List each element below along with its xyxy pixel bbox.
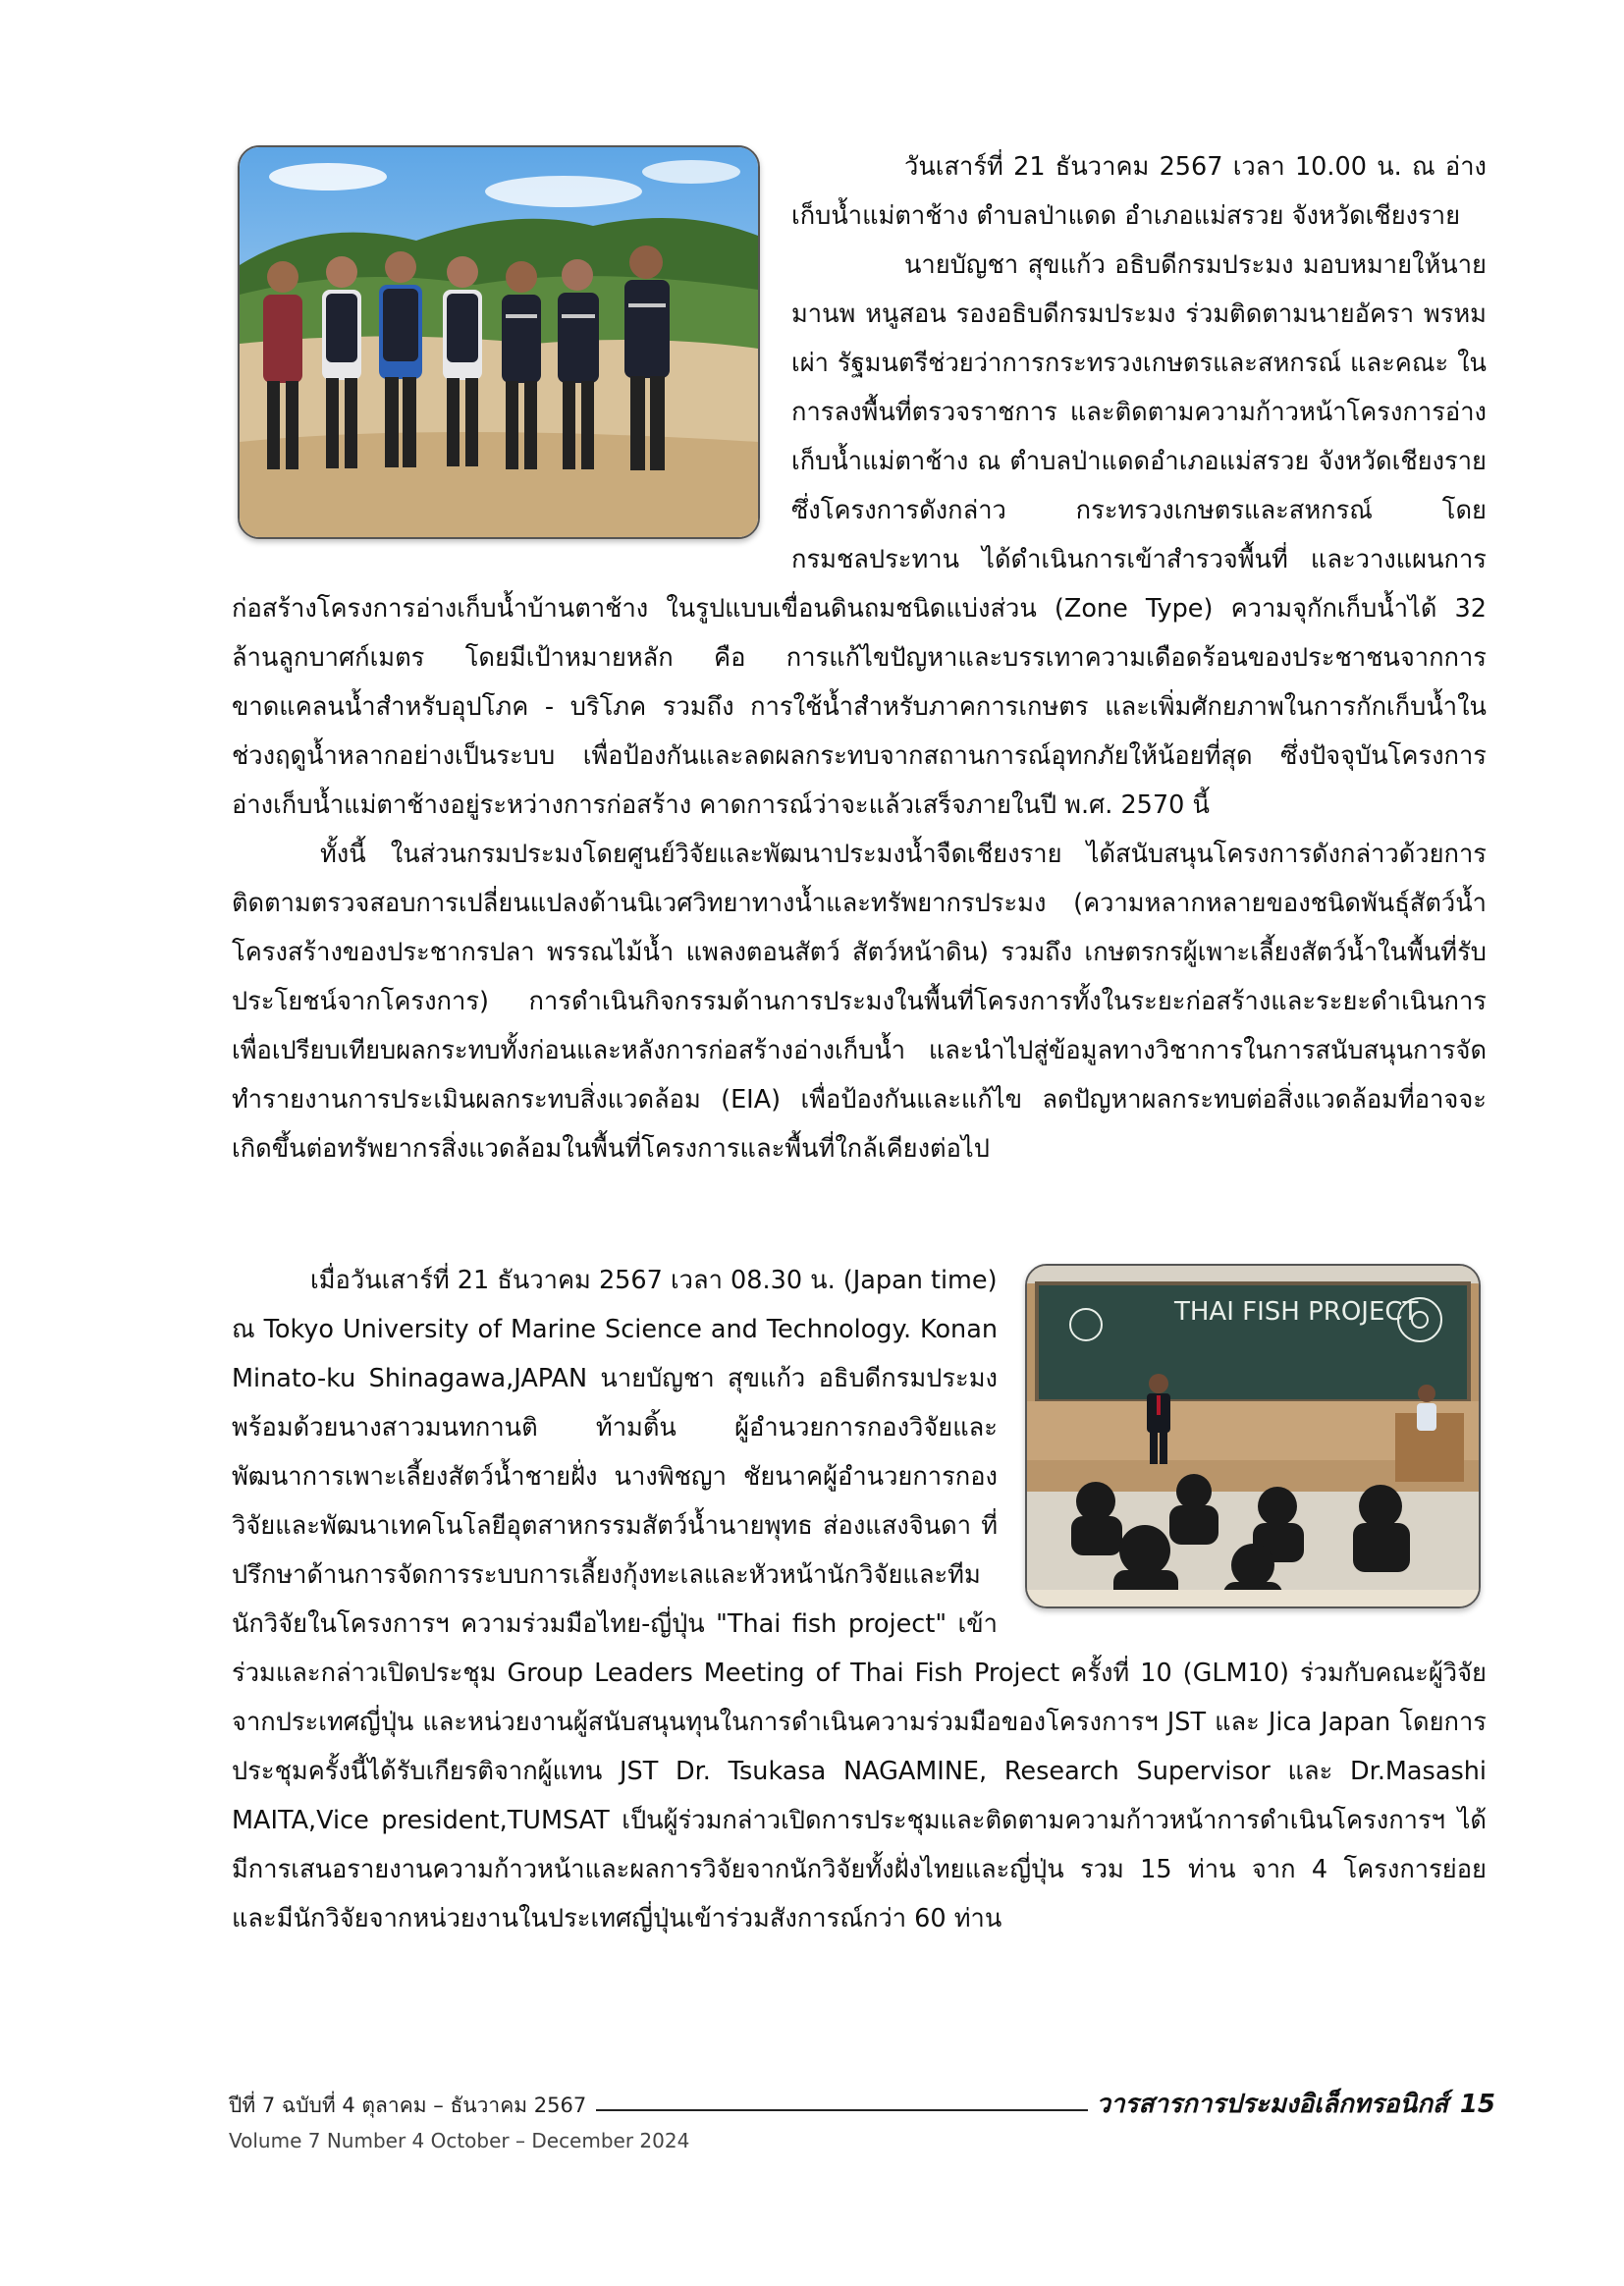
footer-top-row — [229, 2084, 1495, 2119]
footer-issue-thai: ปีที่ 7 ฉบับที่ 4 ตุลาคม – ธันวาคม 2567 — [229, 2094, 587, 2117]
article-thai-fish-project — [232, 1256, 1487, 1943]
site-visit-illustration — [240, 147, 758, 537]
footer-divider — [596, 2109, 1088, 2111]
page-number: 15 — [1459, 2090, 1495, 2119]
blackboard-text: THAI FISH PROJECT — [1174, 1297, 1419, 1327]
page-footer — [229, 2084, 1495, 2152]
photo-meeting-tokyo — [1025, 1264, 1481, 1608]
article-reservoir-visit — [232, 142, 1487, 1173]
footer-volume-english: Volume 7 Number 4 October – December 2024 — [229, 2129, 690, 2152]
journal-title: วารสารการประมงอิเล็กทรอนิกส์ — [1096, 2090, 1448, 2119]
article2-body: ณ Tokyo University of Marine Science and Technology. Konan Minato-ku Shinagawa,JAPAN นายบัญชา สุขแก้ว อธิบดีกรมประมง พร้อมด้วยนางสาวมนทกานติ ท้ามติ้น ผู้อำนวยการกองวิจัยและพัฒนาการเพาะเลี้ยงสัตว์น้ำชายฝั่ง นางพิชญา ชัยนาคผู้อำนวยการกองวิจัยและพัฒนาเทคโนโลยีอุตสาหกรรมสัตว์น้ำนายพุทธ ส่องแสงจินดา ที่ปรึกษาด้านการจัดการระบบการเลี้ยงกุ้งทะเลและหัวหน้านักวิจัยและทีมนักวิจัยในโครงการฯ ความร่วมมือไทย-ญี่ปุ่น "Thai fish project" เข้าร่วมและกล่าวเปิดประชุม Group Leaders Meeting of Thai Fish Project ครั้งที่ 10 (GLM10) ร่วมกับคณะผู้วิจัยจากประเทศญี่ปุ่น และหน่วยงานผู้สนับสนุนทุนในการดำเนินความร่วมมือของโครงการฯ JST และ Jica Japan โดยการประชุมครั้งนี้ได้รับเกียรติจากผู้แทน JST Dr. Tsukasa NAGAMINE, Research Supervisor และ Dr.Masashi MAITA,Vice president,TUMSAT เป็นผู้ร่วมกล่าวเปิดการประชุมและติดตามความก้าวหน้าการดำเนินโครงการฯ ได้มีการเสนอรายงานความก้าวหน้าและผลการวิจัยจากนักวิจัยทั้งฝั่งไทยและญี่ปุ่น รวม 15 ท่าน จาก 4 โครงการย่อย และมีนักวิจัยจากหน่วยงานในประเทศญี่ปุ่นเข้าร่วมสังการณ์กว่า 60 ท่าน — [232, 1315, 1487, 1933]
page-content — [232, 142, 1487, 1943]
article1-support: ทั้งนี้ ในส่วนกรมประมงโดยศูนย์วิจัยและพัฒนาประมงน้ำจืดเชียงราย ได้สนับสนุนโครงการดังกล่าวด้วยการติดตามตรวจสอบการเปลี่ยนแปลงด้านนิเวศวิทยาทางน้ำและทรัพยากรประมง (ความหลากหลายของชนิดพันธุ์สัตว์น้ำ โครงสร้างของประชากรปลา พรรณไม้น้ำ แพลงตอนสัตว์ สัตว์หน้าดิน) รวมถึง เกษตรกรผู้เพาะเลี้ยงสัตว์น้ำในพื้นที่รับประโยชน์จากโครงการ) การดำเนินกิจกรรมด้านการประมงในพื้นที่โครงการทั้งในระยะก่อสร้างและระยะดำเนินการ เพื่อเปรียบเทียบผลกระทบทั้งก่อนและหลังการก่อสร้างอ่างเก็บน้ำ และนำไปสู่ข้อมูลทางวิชาการในการสนับสนุนการจัดทำรายงานการประเมินผลกระทบสิ่งแวดล้อม (EIA) เพื่อป้องกันและแก้ไข ลดปัญหาผลกระทบต่อสิ่งแวดล้อมที่อาจจะเกิดขึ้นต่อทรัพยากรสิ่งแวดล้อมในพื้นที่โครงการและพื้นที่ใกล้เคียงต่อไป — [232, 840, 1487, 1164]
photo-site-visit-group — [238, 145, 760, 539]
article1-body: นายบัญชา สุขแก้ว อธิบดีกรมประมง มอบหมายให้นายมานพ หนูสอน รองอธิบดีกรมประมง ร่วมติดตามนายอัครา พรหมเผ่า รัฐมนตรีช่วยว่าการกระทรวงเกษตรและสหกรณ์ และคณะ ในการลงพื้นที่ตรวจราชการ และติดตามความก้าวหน้าโครงการอ่างเก็บน้ำแม่ตาช้าง ณ ตำบลป่าแดดอำเภอแม่สรวย จังหวัดเชียงรายซึ่งโครงการดังกล่าว กระทรวงเกษตรและสหกรณ์ โดย กรมชลประทาน ได้ดำเนินการเข้าสำรวจพื้นที่ และวางแผนการก่อสร้างโครงการอ่างเก็บน้ำบ้านตาช้าง ในรูปแบบเขื่อนดินถมชนิดแบ่งส่วน (Zone Type) ความจุกักเก็บน้ำได้ 32 ล้านลูกบาศก์เมตร โดยมีเป้าหมายหลัก คือ การแก้ไขปัญหาและบรรเทาความเดือดร้อนของประชาชนจากการขาดแคลนน้ำสำหรับอุปโภค - บริโภค รวมถึง การใช้น้ำสำหรับภาคการเกษตร และเพิ่มศักยภาพในการกักเก็บน้ำในช่วงฤดูน้ำหลากอย่างเป็นระบบ เพื่อป้องกันและลดผลกระทบจากสถานการณ์อุทกภัยให้น้อยที่สุด ซึ่งปัจจุบันโครงการอ่างเก็บน้ำแม่ตาช้างอยู่ระหว่างการก่อสร้าง คาดการณ์ว่าจะแล้วเสร็จภายในปี พ.ศ. 2570 นี้ — [232, 250, 1487, 820]
article2-dateline: เมื่อวันเสาร์ที่ 21 ธันวาคม 2567 เวลา 08.30 น. (Japan time) — [310, 1266, 998, 1295]
article1-dateline: วันเสาร์ที่ 21 ธันวาคม 2567 เวลา 10.00 น. ณ อ่างเก็บน้ำแม่ตาช้าง ตำบลป่าแดด อำเภอแม่สรวย จังหวัดเชียงราย — [791, 152, 1487, 231]
meeting-illustration — [1027, 1266, 1479, 1606]
